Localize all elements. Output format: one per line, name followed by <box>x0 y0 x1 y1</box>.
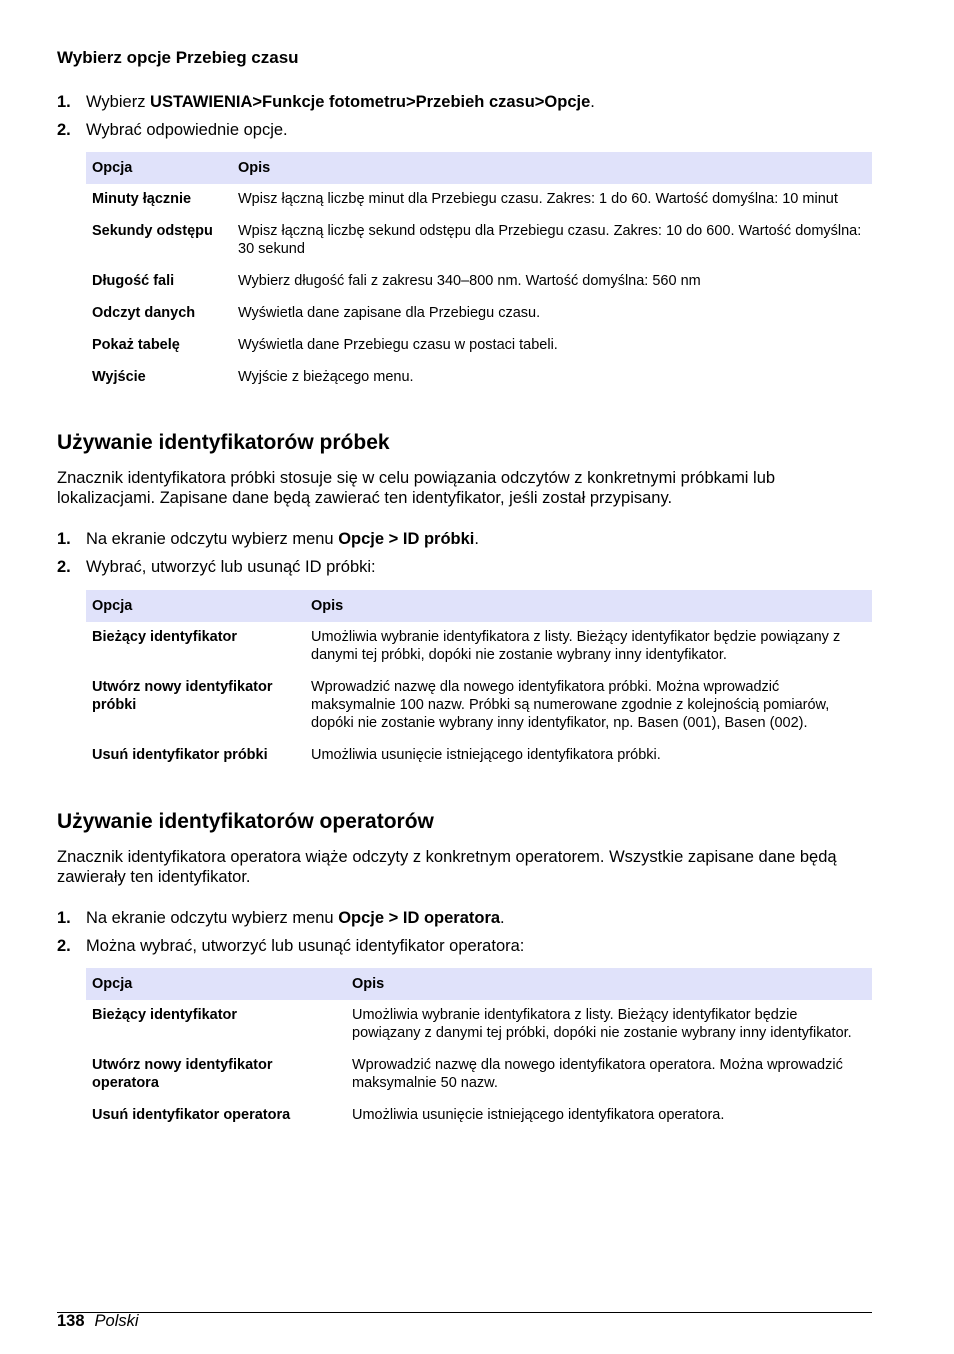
step-2: 2. Można wybrać, utworzyć lub usunąć identyfikator operatora: <box>57 937 525 955</box>
section-heading-sample-ids: Używanie identyfikatorów próbek <box>57 431 390 454</box>
section-intro-operator-ids: Znacznik identyfikatora operatora wiąże odczyty z konkretnym operatorem. Wszystkie zapisane dane będą zawierały ten identyfikator. <box>57 848 837 886</box>
table-header-row <box>86 968 872 1000</box>
section-heading-time-course: Wybierz opcje Przebieg czasu <box>57 48 299 67</box>
table-header-row <box>86 152 872 184</box>
options-table-time-course <box>86 152 872 394</box>
page-footer <box>57 1312 139 1331</box>
table-row: Wyjście Wyjście z bieżącego menu. <box>92 369 414 385</box>
page-number: 138 <box>57 1312 85 1330</box>
table-row: Długość fali Wybierz długość fali z zakresu 340–800 nm. Wartość domyślna: 560 nm <box>92 273 701 289</box>
step-2: 2. Wybrać, utworzyć lub usunąć ID próbki: <box>57 558 376 576</box>
step-1: 1. Na ekranie odczytu wybierz menu Opcje > ID operatora. <box>57 909 505 927</box>
table-row: Pokaż tabelę Wyświetla dane Przebiegu czasu w postaci tabeli. <box>92 337 558 353</box>
table-row: Bieżący identyfikator Umożliwia wybranie identyfikatora z listy. Bieżący identyfikator będzie powiązany z danymi tej próbki, dopóki nie zostanie wybrany inny identyfikator. <box>92 629 841 663</box>
table-row: Utwórz nowy identyfikator próbki Wprowadzić nazwę dla nowego identyfikatora próbki. Można wprowadzić maksymalnie 100 nazw. Próbki są numerowane zgodnie z kolejnością pomiarów, dopóki nie zostanie wybrany inny identyfikator, np. Basen (001), Basen (002). <box>92 679 830 731</box>
table-row: Minuty łącznie Wpisz łączną liczbę minut dla Przebiegu czasu. Zakres: 1 do 60. Wartość domyślna: 10 minut <box>92 191 838 207</box>
column-header-option: Opcja <box>86 152 232 184</box>
table-row: Usuń identyfikator próbki Umożliwia usunięcie istniejącego identyfikatora próbki. <box>92 747 661 763</box>
table-row: Usuń identyfikator operatora Umożliwia usunięcie istniejącego identyfikatora operatora. <box>92 1107 725 1123</box>
table-row: Sekundy odstępu Wpisz łączną liczbę sekund odstępu dla Przebiegu czasu. Zakres: 10 do 600. Wartość domyślna: 30 sekund <box>92 223 862 257</box>
step-2: 2. Wybrać odpowiednie opcje. <box>57 121 288 139</box>
table-row: Bieżący identyfikator Umożliwia wybranie identyfikatora z listy. Bieżący identyfikator będzie powiązany z danymi tej próbki, dopóki nie zostanie wybrany inny identyfikator. <box>92 1007 852 1041</box>
options-table-operator-ids <box>86 968 872 1132</box>
column-header-description: Opis <box>232 152 872 184</box>
step-1: 1. Na ekranie odczytu wybierz menu Opcje > ID próbki. <box>57 530 479 548</box>
column-header-description: Opis <box>346 968 872 1000</box>
footer-divider <box>57 1312 872 1313</box>
section-intro-sample-ids: Znacznik identyfikatora próbki stosuje się w celu powiązania odczytów z konkretnymi próbkami lub lokalizacjami. Zapisane dane będą zawierać ten identyfikator, jeśli został przypisany. <box>57 469 776 507</box>
column-header-option: Opcja <box>86 590 305 622</box>
section-heading-operator-ids: Używanie identyfikatorów operatorów <box>57 810 434 833</box>
table-row: Utwórz nowy identyfikator operatora Wprowadzić nazwę dla nowego identyfikatora operatora. Można wprowadzić maksymalnie 50 nazw. <box>92 1057 843 1091</box>
step-1: 1. Wybierz USTAWIENIA>Funkcje fotometru>Przebieh czasu>Opcje. <box>57 93 595 111</box>
footer-language: Polski <box>94 1312 139 1330</box>
table-row: Odczyt danych Wyświetla dane zapisane dla Przebiegu czasu. <box>92 305 541 321</box>
column-header-description: Opis <box>305 590 872 622</box>
table-header-row <box>86 590 872 622</box>
column-header-option: Opcja <box>86 968 346 1000</box>
options-table-sample-ids <box>86 590 872 772</box>
